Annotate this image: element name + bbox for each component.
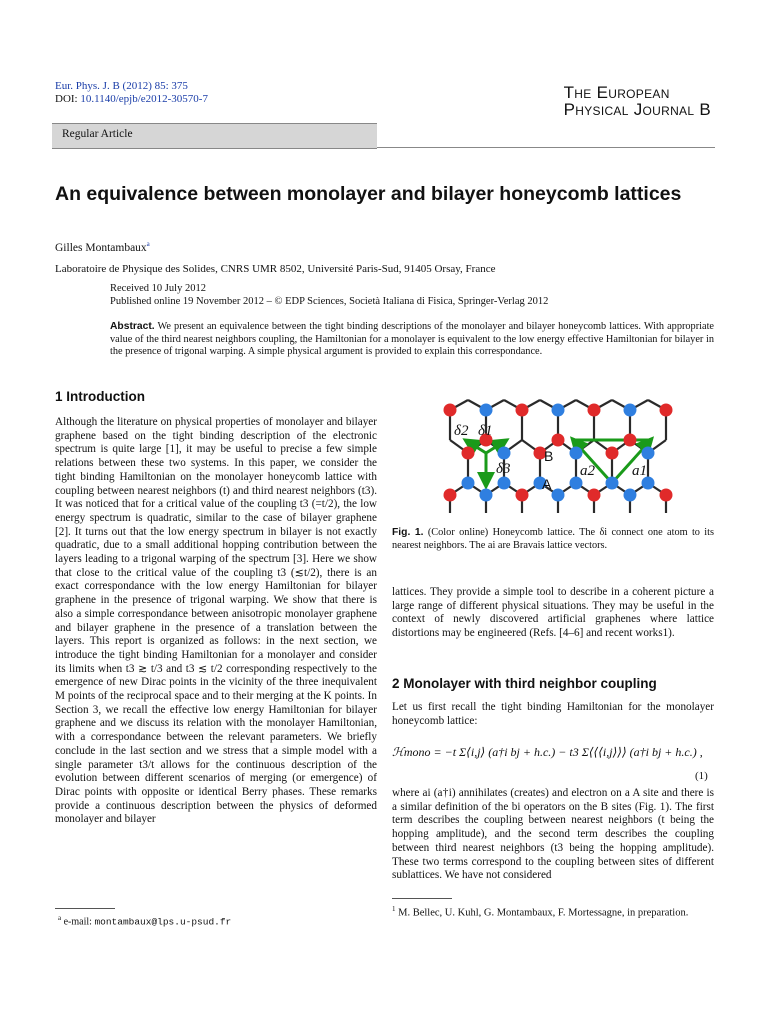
footnote-rule-left — [55, 908, 115, 909]
abstract-label: Abstract. — [110, 321, 155, 332]
footnote-rule-right — [392, 898, 452, 899]
abstract — [110, 321, 714, 359]
doi-label: DOI: — [55, 93, 81, 105]
doi-line — [55, 93, 208, 106]
header-rule — [377, 147, 715, 148]
journal-name — [564, 84, 711, 118]
label-delta-3: δ3 — [496, 461, 511, 477]
label-a1: a1 — [632, 463, 647, 479]
label-a2: a2 — [580, 463, 595, 479]
section-2-intro: Let us first recall the tight binding Hamiltonian for the monolayer honeycomb lattice: — [392, 701, 714, 727]
author — [55, 240, 150, 254]
email-address[interactable]: montambaux@lps.u-psud.fr — [94, 916, 232, 928]
label-delta-2: δ2 — [454, 423, 469, 439]
published-date: Published online 19 November 2012 – © EDP Sciences, Società Italiana di Fisica, Springer-Verlag 2012 — [110, 296, 549, 307]
author-name: Gilles Montambaux — [55, 241, 147, 254]
journal-line-2: Physical Journal B — [563, 100, 711, 119]
col2-top-text: lattices. They provide a simple tool to describe in a coherent picture a large range of different physical situations. They may be useful in the context of newly discovered artificial graphenes where lattice distortions may be engineered (Refs. [4–6] and recent works1). — [392, 586, 714, 640]
equation-1: ℋmono = −t Σ⟨i,j⟩ (a†i bj + h.c.) − t3 Σ⟨⟨⟨i,j⟩⟩⟩ (a†i bj + h.c.) , — [392, 745, 703, 759]
figure-caption — [392, 527, 714, 552]
footnote-1-text: M. Bellec, U. Kuhl, G. Montambaux, F. Mortessagne, in preparation. — [398, 907, 689, 919]
author-mark[interactable]: a — [146, 240, 150, 248]
email-mark: a — [58, 914, 62, 922]
footnote-1 — [392, 903, 714, 920]
section-2-title: 2 Monolayer with third neighbor coupling — [392, 676, 657, 691]
article-type: Regular Article — [62, 128, 133, 140]
abstract-text: We present an equivalence between the tight binding descriptions of the monolayer and bilayer honeycomb lattices. With appropriate value of the third nearest neighbors coupling, the Hamiltonian for a monolayer is equivalent to the low energy effective Hamiltonian for bilayer in the presence of trigonal warping. A simple physical argument is provided to explain this correspondance. — [110, 321, 714, 357]
paper-title: An equivalence between monolayer and bilayer honeycomb lattices — [55, 183, 682, 205]
section-1-title: 1 Introduction — [55, 389, 145, 404]
dates — [110, 282, 548, 308]
caption-label: Fig. 1. — [392, 527, 424, 538]
doi-link[interactable]: 10.1140/epjb/e2012-30570-7 — [80, 93, 208, 105]
label-delta-1: δ1 — [478, 423, 493, 439]
caption-text: (Color online) Honeycomb lattice. The δi connect one atom to its nearest neighbors. The ai are Bravais lattice vectors. — [392, 527, 715, 551]
label-site-A: A — [542, 476, 552, 492]
received-date: Received 10 July 2012 — [110, 283, 206, 294]
citation: Eur. Phys. J. B (2012) 85: 375 — [55, 80, 188, 92]
email-footnote — [58, 914, 231, 927]
section-2-text: where ai (a†i) annihilates (creates) and electron on a A site and there is a similar definition of the bi operators on the B sites (Fig. 1). The first term describes the coupling between nearest neighbors (t being the hopping amplitude), and the second term describes the coupling between third nearest neighbors (t3 being the hopping amplitude). These two terms correspond to the coupling between sites of different sublattices. We have not considered — [392, 787, 714, 882]
honeycomb-lattice-figure — [440, 395, 690, 515]
journal-line-1: The European — [563, 83, 670, 102]
footnote-1-mark: 1 — [392, 905, 396, 913]
label-site-B: B — [544, 448, 554, 464]
email-label: e-mail: — [63, 916, 95, 928]
intro-text: Although the literature on physical properties of monolayer and bilayer graphene based on the tight binding description of the electronic spectrum is quite large [1], it may be useful to precise a few simple relations between these two systems. In this paper, we consider the tight binding Hamiltonian on the monolayer honeycomb lattice with coupling between nearest neighbors (t) and third nearest neighbors (t3). It was noticed that for a critical value of the coupling t3 (=t/2), the low energy spectrum is quadratic, similar to the case of bilayer graphene [2]. It turns out that the low energy spectrum in bilayer is not exactly quadratic, due to a small additional hopping contribution between the layers leading to a trigonal warping of the spectrum [3]. Here we show that close to the critical value of the coupling t3 (≲t/2), there is an exact correspondance with the low energy Hamiltonian for bilayer graphene in the presence of trigonal warping. We show that there is also a simple correspondance between anisotropic monolayer graphene and bilayer graphene in the presence of a translation between the layers. This report is organized as follows: in the next section, we introduce the tight binding Hamiltonian for a monolayer and consider its limits when t3 ≳ t/3 and t3 ≲ t/2 corresponding respectively to the emergence of new Dirac points in the vicinity of the three inequivalent M points of the reciprocal space and to their merging at the K points. In Section 3, we recall the effective low energy Hamiltonian for bilayer graphene and we discuss its relation with the monolayer Hamiltonian, with a correspondance between the relevant parameters. We briefly conclude in the last section and we stress that a simple model with a single parameter t3/t allows for the continuous description of the evolution between different scenarios of merging (or emergence) of Dirac points with opposite or identical Berry phases. These remarks provide a continuous description between the physics of deformed monolayer and bilayer — [55, 416, 377, 826]
equation-number: (1) — [695, 770, 708, 782]
affiliation: Laboratoire de Physique des Solides, CNRS UMR 8502, Université Paris-Sud, 91405 Orsay, France — [55, 263, 496, 275]
